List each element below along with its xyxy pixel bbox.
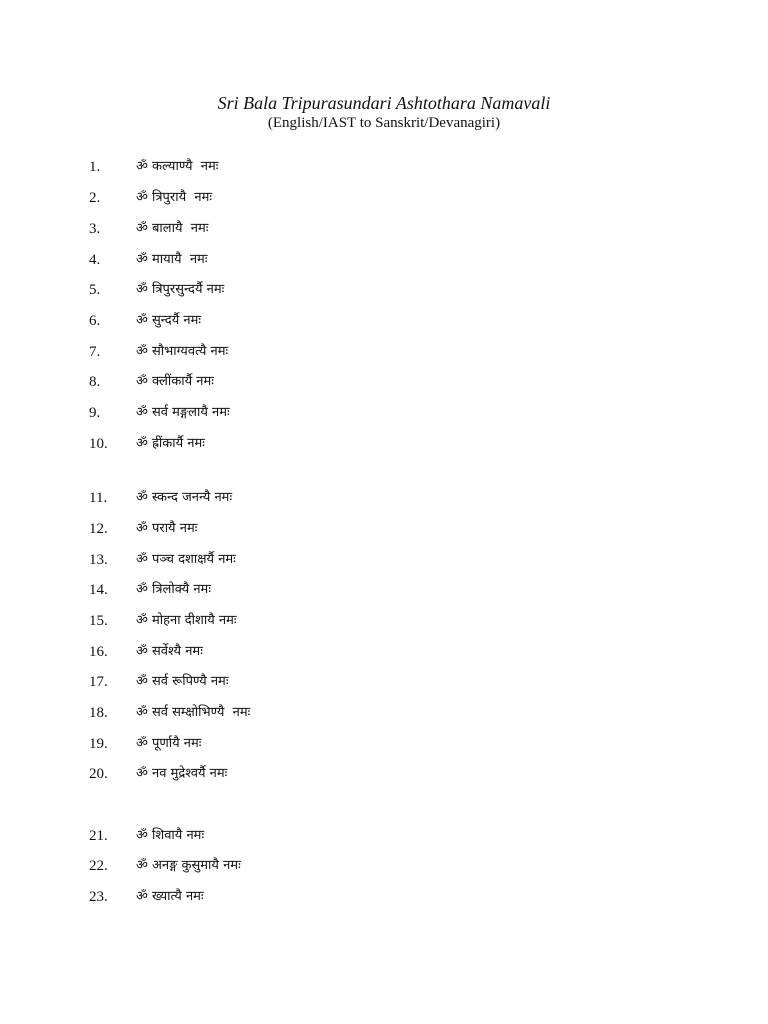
item-text: ॐ सर्व मङ्गलायै नमः <box>136 405 230 420</box>
list-item <box>0 402 768 424</box>
list-item <box>0 671 768 693</box>
item-text: ॐ सौभाग्यवत्यै नमः <box>136 344 229 359</box>
document-title: Sri Bala Tripurasundari Ashtothara Namavali <box>217 93 551 113</box>
item-text: ॐ नव मुद्रेश्वर्यै नमः <box>136 766 228 781</box>
list-item <box>0 855 768 877</box>
list-item <box>0 310 768 332</box>
list-item <box>0 156 768 178</box>
list-item <box>0 249 768 271</box>
item-text: ॐ स्कन्द जनन्यै नमः <box>136 490 233 505</box>
item-number: 12. <box>89 521 108 537</box>
list-item <box>0 702 768 724</box>
list-item <box>0 763 768 785</box>
item-number: 16. <box>89 644 108 660</box>
item-text: ॐ शिवायै नमः <box>136 828 205 843</box>
item-number: 14. <box>89 582 108 598</box>
item-number: 17. <box>89 674 108 690</box>
list-item <box>0 371 768 393</box>
item-number: 5. <box>89 282 101 298</box>
item-text: ॐ त्रिपुरसुन्दर्यै नमः <box>136 282 225 297</box>
item-text: ॐ बालायै नमः <box>136 221 209 236</box>
item-text: ॐ अनङ्ग कुसुमायै नमः <box>136 858 241 873</box>
item-number: 2. <box>89 190 101 206</box>
item-number: 23. <box>89 889 108 905</box>
item-number: 8. <box>89 374 101 390</box>
item-number: 7. <box>89 344 101 360</box>
list-item <box>0 610 768 632</box>
item-number: 13. <box>89 552 108 568</box>
item-number: 3. <box>89 221 101 237</box>
item-number: 21. <box>89 828 108 844</box>
item-number: 22. <box>89 858 108 874</box>
item-number: 15. <box>89 613 108 629</box>
item-number: 20. <box>89 766 108 782</box>
item-number: 18. <box>89 705 108 721</box>
item-text: ॐ पञ्च दशाक्षर्यै नमः <box>136 552 236 567</box>
list-item <box>0 886 768 908</box>
item-text: ॐ परायै नमः <box>136 521 198 536</box>
item-text: ॐ त्रिपुरायै नमः <box>136 190 213 205</box>
item-text: ॐ सर्व रूपिण्यै नमः <box>136 674 229 689</box>
item-number: 6. <box>89 313 101 329</box>
item-number: 19. <box>89 736 108 752</box>
list-item <box>0 825 768 847</box>
item-text: ॐ सुन्दर्यै नमः <box>136 313 201 328</box>
item-text: ॐ मोहना दीशायै नमः <box>136 613 237 628</box>
list-item <box>0 549 768 571</box>
item-text: ॐ ख्यात्यै नमः <box>136 889 204 904</box>
list-item <box>0 733 768 755</box>
list-item <box>0 187 768 209</box>
list-item <box>0 218 768 240</box>
list-item <box>0 487 768 509</box>
item-number: 9. <box>89 405 101 421</box>
item-text: ॐ ह्रींकार्यै नमः <box>136 436 205 451</box>
document-subtitle: (English/IAST to Sanskrit/Devanagiri) <box>267 115 501 131</box>
list-item <box>0 518 768 540</box>
item-text: ॐ क्लींकार्यै नमः <box>136 374 214 389</box>
list-item <box>0 579 768 601</box>
list-item <box>0 433 768 455</box>
item-text: ॐ त्रिलोक्यै नमः <box>136 582 211 597</box>
item-text: ॐ मायायै नमः <box>136 252 208 267</box>
item-text: ॐ सर्व सम्क्षोभिण्यै नमः <box>136 705 251 720</box>
item-number: 11. <box>89 490 108 506</box>
item-text: ॐ सर्वेश्यै नमः <box>136 644 203 659</box>
item-text: ॐ पूर्णायै नमः <box>136 736 202 751</box>
list-item <box>0 641 768 663</box>
list-item <box>0 341 768 363</box>
list-item <box>0 279 768 301</box>
item-number: 4. <box>89 252 101 268</box>
item-number: 10. <box>89 436 108 452</box>
item-text: ॐ कल्याण्यै नमः <box>136 159 219 174</box>
item-number: 1. <box>89 159 101 175</box>
